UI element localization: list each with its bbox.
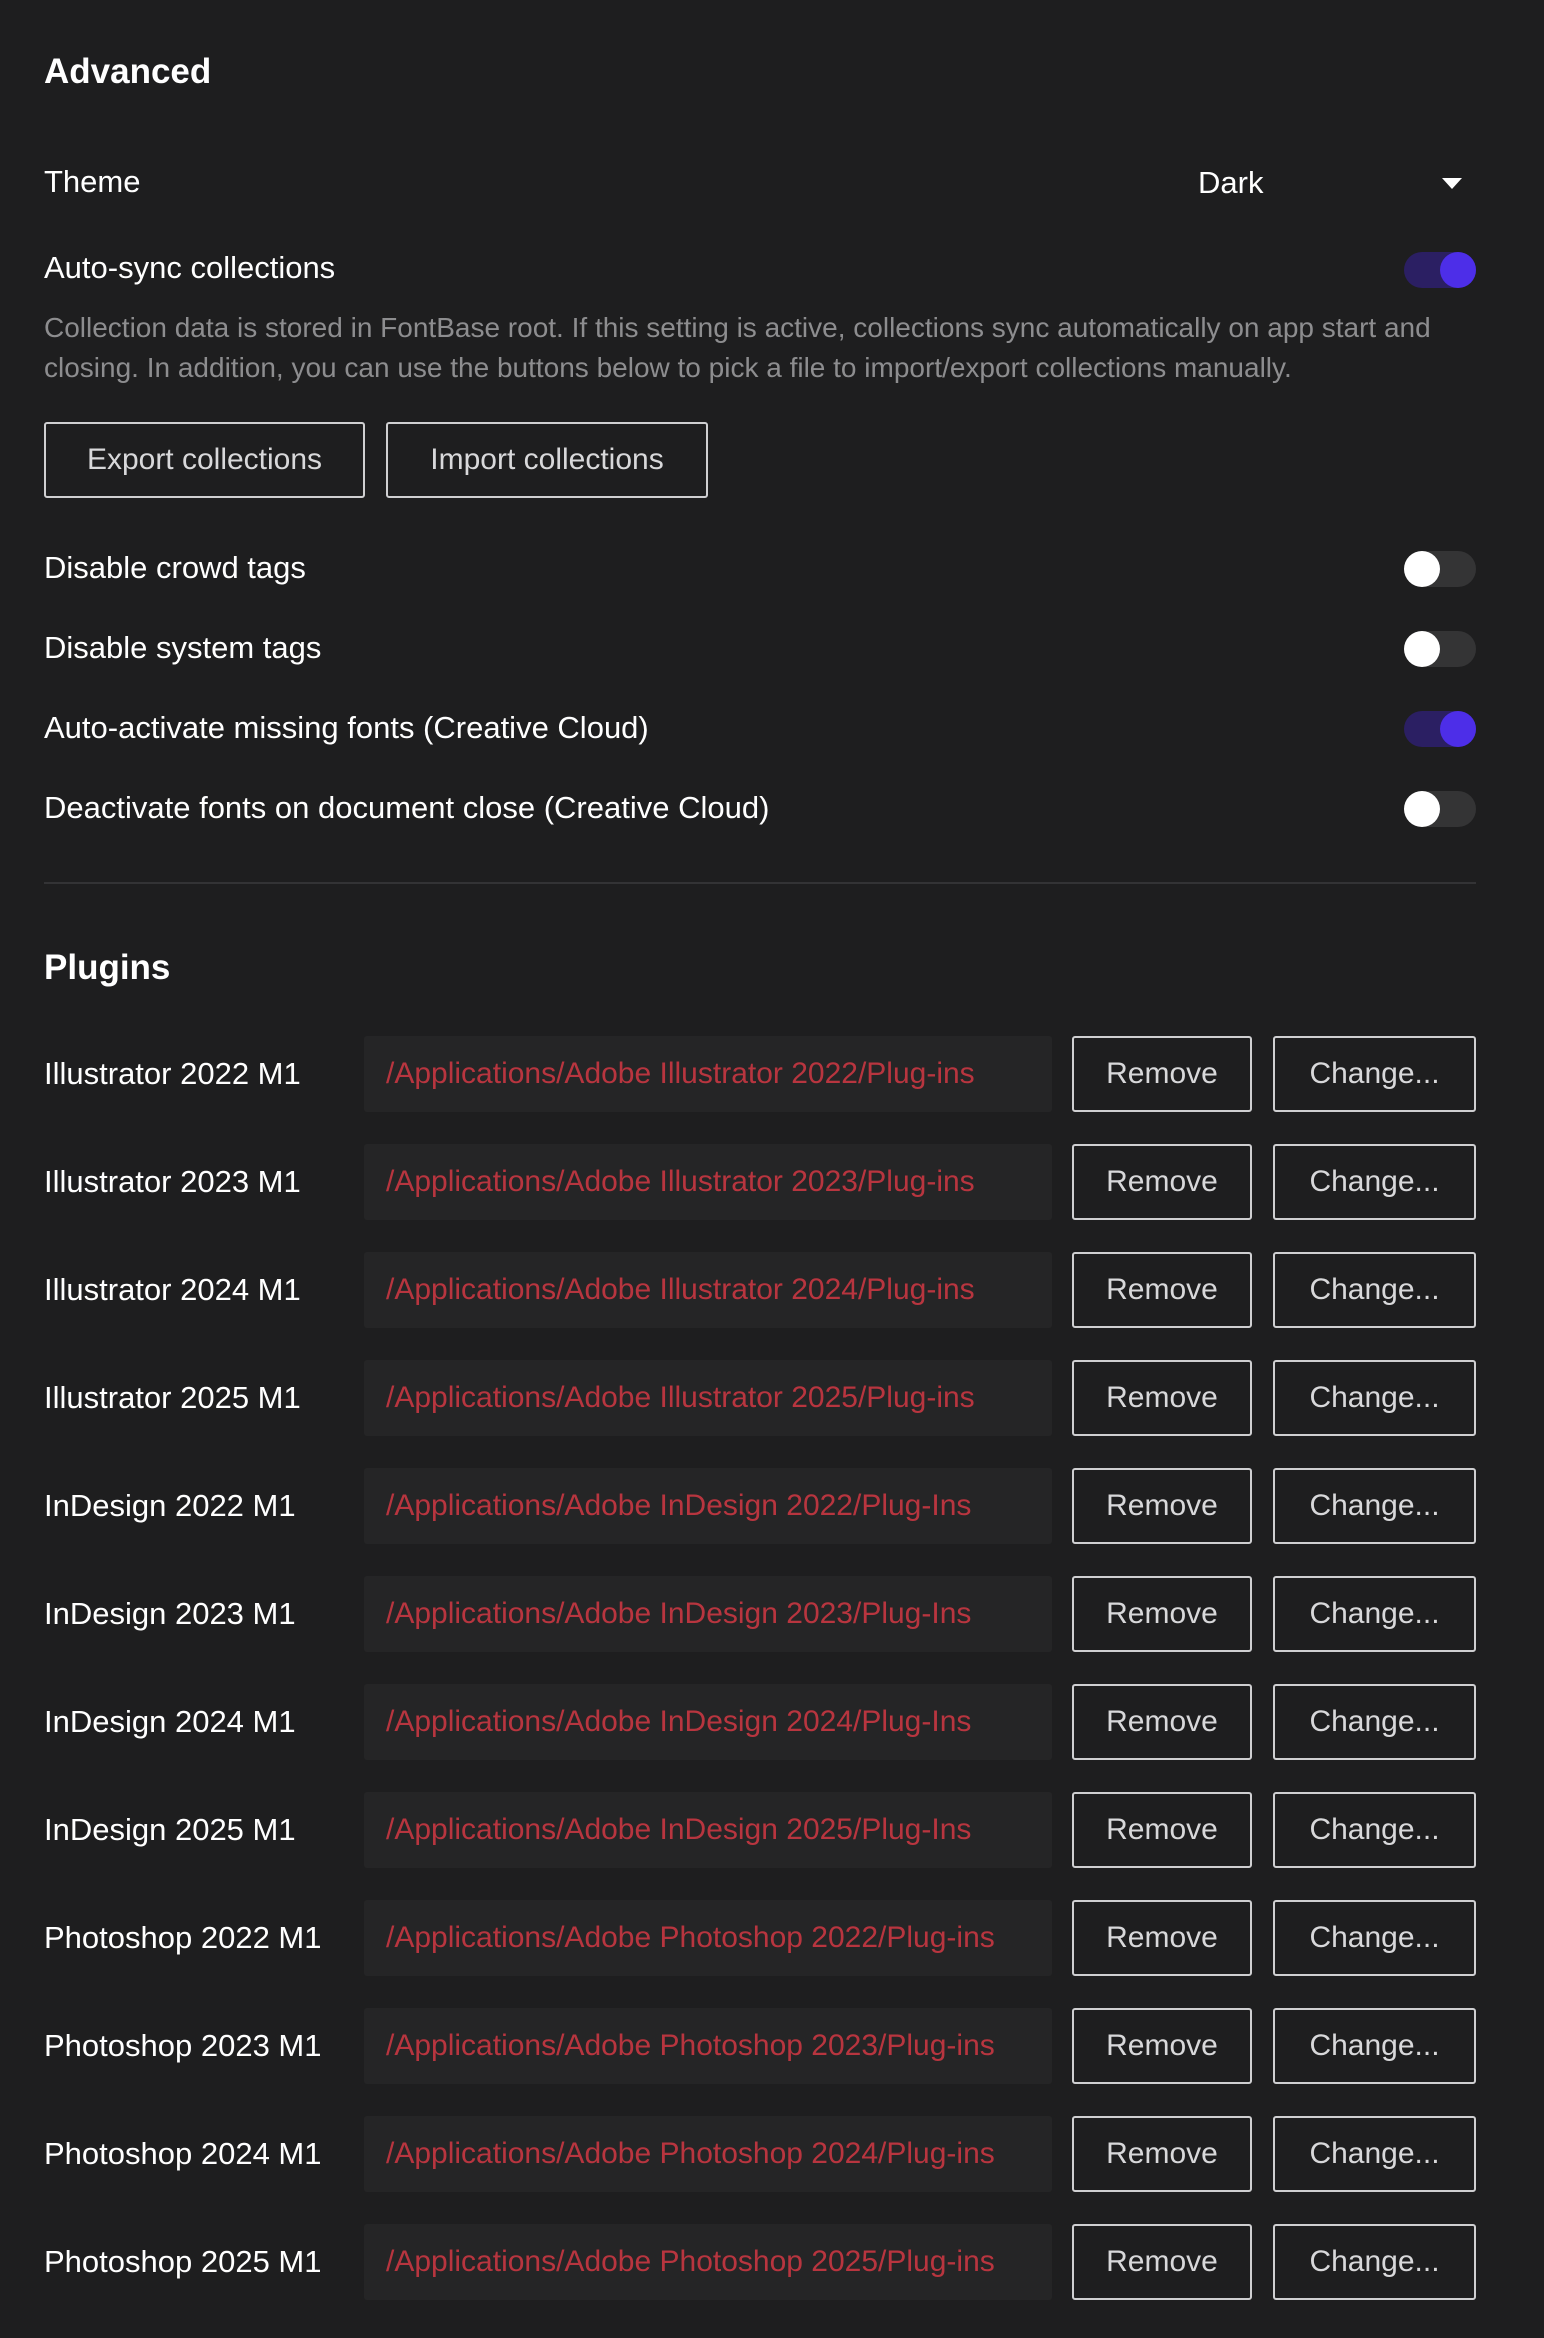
plugin-row: [44, 1252, 1476, 1328]
export-collections-button[interactable]: Export collections: [44, 422, 365, 498]
toggle-knob: [1440, 252, 1476, 288]
change-plugin-button[interactable]: Change...: [1273, 1252, 1476, 1328]
plugin-path-field[interactable]: /Applications/Adobe InDesign 2024/Plug-Ins: [364, 1684, 1052, 1760]
change-plugin-button[interactable]: Change...: [1273, 1900, 1476, 1976]
auto-sync-toggle[interactable]: [1404, 252, 1476, 288]
remove-plugin-button[interactable]: Remove: [1072, 2116, 1252, 2192]
toggle-row-label: Auto-activate missing fonts (Creative Cloud): [44, 710, 649, 745]
plugin-row: [44, 1144, 1476, 1220]
remove-plugin-button[interactable]: Remove: [1072, 1036, 1252, 1112]
auto-sync-label: Auto-sync collections: [44, 250, 336, 285]
plugin-row: [44, 1792, 1476, 1868]
plugin-path-field[interactable]: /Applications/Adobe Illustrator 2024/Plug-ins: [364, 1252, 1052, 1328]
advanced-section-title: Advanced: [44, 52, 212, 91]
remove-plugin-button[interactable]: Remove: [1072, 1360, 1252, 1436]
plugin-path-field[interactable]: /Applications/Adobe InDesign 2025/Plug-Ins: [364, 1792, 1052, 1868]
plugin-path-field[interactable]: /Applications/Adobe InDesign 2023/Plug-Ins: [364, 1576, 1052, 1652]
plugin-row: [44, 2116, 1476, 2192]
toggle-knob: [1404, 631, 1440, 667]
plugin-name: Photoshop 2023 M1: [44, 2028, 322, 2063]
plugins-section-title: Plugins: [44, 948, 171, 987]
import-collections-button[interactable]: Import collections: [386, 422, 708, 498]
plugin-name: Photoshop 2022 M1: [44, 1920, 322, 1955]
plugin-name: Photoshop 2025 M1: [44, 2244, 322, 2279]
plugin-path-field[interactable]: /Applications/Adobe Illustrator 2023/Plug-ins: [364, 1144, 1052, 1220]
plugin-path-field[interactable]: /Applications/Adobe Photoshop 2024/Plug-ins: [364, 2116, 1052, 2192]
plugin-path-field[interactable]: /Applications/Adobe Photoshop 2022/Plug-ins: [364, 1900, 1052, 1976]
change-plugin-button[interactable]: Change...: [1273, 1144, 1476, 1220]
plugin-row: [44, 1684, 1476, 1760]
remove-plugin-button[interactable]: Remove: [1072, 1468, 1252, 1544]
plugin-path-field[interactable]: /Applications/Adobe Photoshop 2025/Plug-ins: [364, 2224, 1052, 2300]
plugin-path-field[interactable]: /Applications/Adobe Photoshop 2023/Plug-ins: [364, 2008, 1052, 2084]
plugin-name: Photoshop 2024 M1: [44, 2136, 322, 2171]
remove-plugin-button[interactable]: Remove: [1072, 2008, 1252, 2084]
plugin-row: [44, 1036, 1476, 1112]
change-plugin-button[interactable]: Change...: [1273, 1684, 1476, 1760]
remove-plugin-button[interactable]: Remove: [1072, 1900, 1252, 1976]
toggle-row-label: Deactivate fonts on document close (Creative Cloud): [44, 790, 770, 825]
change-plugin-button[interactable]: Change...: [1273, 1792, 1476, 1868]
remove-plugin-button[interactable]: Remove: [1072, 1252, 1252, 1328]
plugin-row: [44, 2224, 1476, 2300]
plugin-row: [44, 1360, 1476, 1436]
change-plugin-button[interactable]: Change...: [1273, 1468, 1476, 1544]
plugin-name: InDesign 2023 M1: [44, 1596, 296, 1631]
change-plugin-button[interactable]: Change...: [1273, 1576, 1476, 1652]
remove-plugin-button[interactable]: Remove: [1072, 1576, 1252, 1652]
plugin-row: [44, 1468, 1476, 1544]
plugin-name: InDesign 2025 M1: [44, 1812, 296, 1847]
remove-plugin-button[interactable]: Remove: [1072, 1144, 1252, 1220]
change-plugin-button[interactable]: Change...: [1273, 2008, 1476, 2084]
setting-toggle[interactable]: [1404, 791, 1476, 827]
section-divider: [44, 882, 1476, 884]
plugin-name: InDesign 2022 M1: [44, 1488, 296, 1523]
plugin-name: Illustrator 2024 M1: [44, 1272, 301, 1307]
plugin-name: Illustrator 2022 M1: [44, 1056, 301, 1091]
theme-select-value: Dark: [1198, 165, 1264, 200]
setting-toggle[interactable]: [1404, 551, 1476, 587]
change-plugin-button[interactable]: Change...: [1273, 1036, 1476, 1112]
plugin-name: InDesign 2024 M1: [44, 1704, 296, 1739]
setting-toggle[interactable]: [1404, 711, 1476, 747]
plugin-path-field[interactable]: /Applications/Adobe InDesign 2022/Plug-Ins: [364, 1468, 1052, 1544]
auto-sync-description: Collection data is stored in FontBase root. If this setting is active, collections sync automatically on app start and closing. In addition, you can use the buttons below to pick a file to import/export collections manually.: [44, 312, 1431, 383]
change-plugin-button[interactable]: Change...: [1273, 2116, 1476, 2192]
change-plugin-button[interactable]: Change...: [1273, 1360, 1476, 1436]
toggle-knob: [1404, 791, 1440, 827]
plugin-name: Illustrator 2025 M1: [44, 1380, 301, 1415]
remove-plugin-button[interactable]: Remove: [1072, 2224, 1252, 2300]
setting-toggle[interactable]: [1404, 631, 1476, 667]
remove-plugin-button[interactable]: Remove: [1072, 1684, 1252, 1760]
theme-label: Theme: [44, 164, 141, 199]
plugin-row: [44, 1900, 1476, 1976]
toggle-knob: [1404, 551, 1440, 587]
theme-select[interactable]: [1198, 158, 1486, 208]
plugin-row: [44, 1576, 1476, 1652]
toggle-row-label: Disable system tags: [44, 630, 322, 665]
plugin-path-field[interactable]: /Applications/Adobe Illustrator 2025/Plug-ins: [364, 1360, 1052, 1436]
toggle-knob: [1440, 711, 1476, 747]
plugin-path-field[interactable]: /Applications/Adobe Illustrator 2022/Plug-ins: [364, 1036, 1052, 1112]
toggle-row-label: Disable crowd tags: [44, 550, 306, 585]
caret-down-icon: [1442, 178, 1462, 189]
plugin-name: Illustrator 2023 M1: [44, 1164, 301, 1199]
plugin-row: [44, 2008, 1476, 2084]
change-plugin-button[interactable]: Change...: [1273, 2224, 1476, 2300]
remove-plugin-button[interactable]: Remove: [1072, 1792, 1252, 1868]
